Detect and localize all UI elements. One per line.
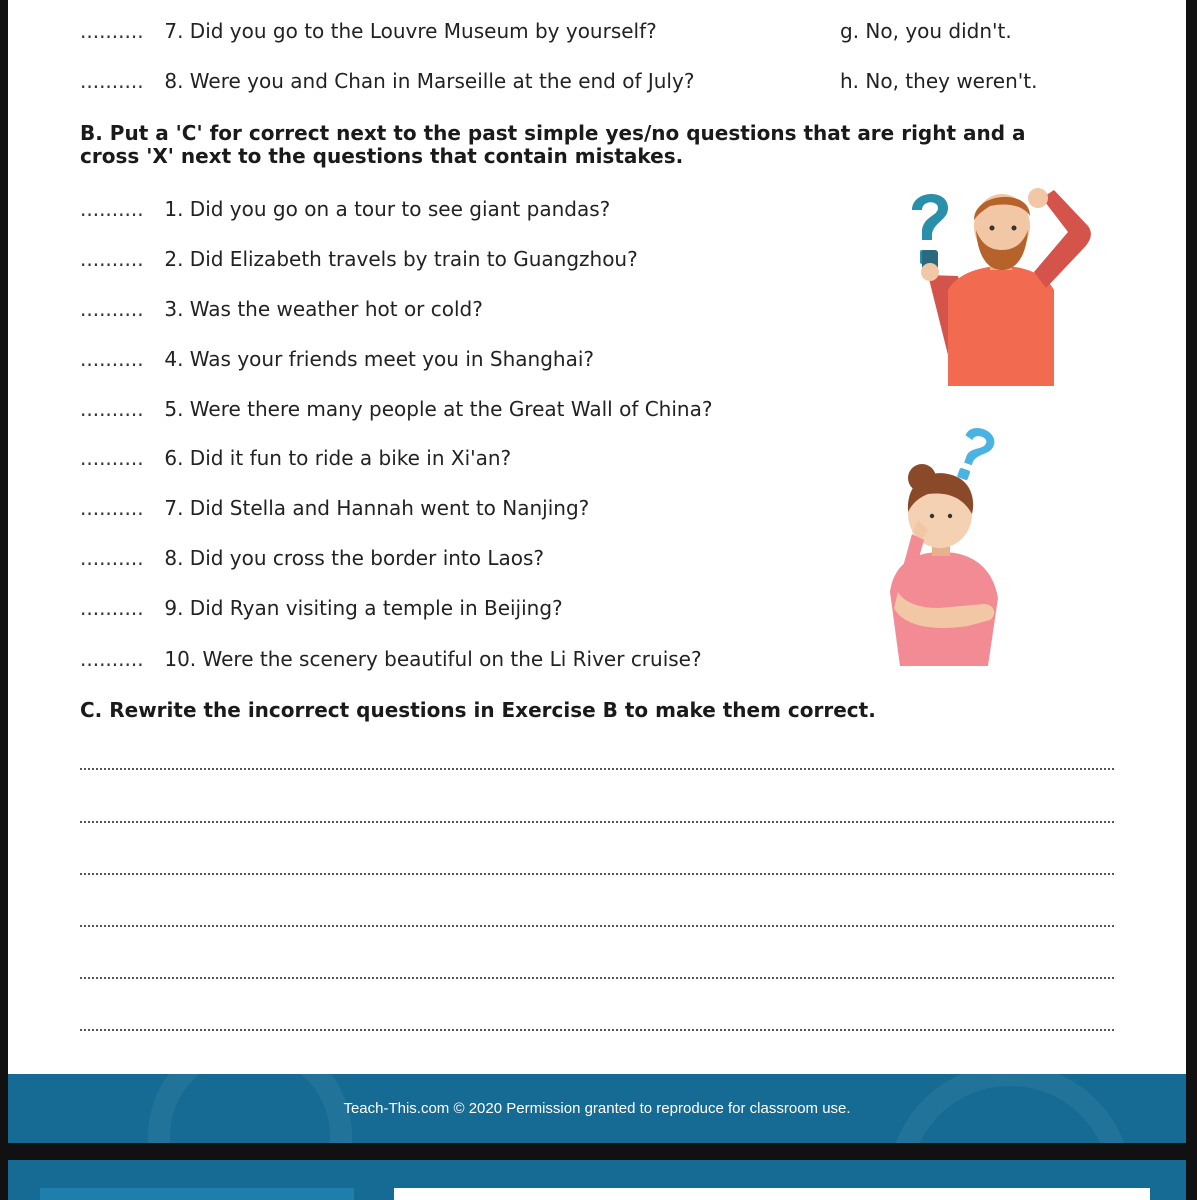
answer-blank[interactable]: .......... — [80, 297, 144, 321]
writing-line-3[interactable] — [80, 873, 1114, 875]
answer-blank[interactable]: .......... — [80, 69, 144, 93]
next-page-preview — [8, 1160, 1186, 1200]
answer-blank[interactable]: .......... — [80, 247, 144, 271]
answer-option-h: h. No, they weren't. — [840, 69, 1038, 93]
question-text: 10. Were the scenery beautiful on the Li River cruise? — [164, 647, 702, 671]
part-a-item-7 — [80, 19, 657, 43]
question-text: 9. Did Ryan visiting a temple in Beijing? — [164, 596, 563, 620]
answer-blank[interactable]: .......... — [80, 446, 144, 470]
woman-thinking-illustration — [868, 422, 1008, 666]
part-b-heading — [80, 121, 1026, 169]
footer-decoration — [148, 1034, 352, 1143]
part-b-item-4 — [80, 347, 594, 371]
part-c-heading: C. Rewrite the incorrect questions in Exercise B to make them correct. — [80, 698, 876, 722]
question-text: 7. Did Stella and Hannah went to Nanjing? — [164, 496, 590, 520]
writing-line-2[interactable] — [80, 821, 1114, 823]
part-b-item-5 — [80, 397, 712, 421]
part-a-item-8 — [80, 69, 694, 93]
question-text: 6. Did it fun to ride a bike in Xi'an? — [164, 446, 512, 470]
question-mark-icon — [951, 424, 998, 485]
part-b-item-7 — [80, 496, 589, 520]
part-b-item-10 — [80, 647, 702, 671]
man-thinking-illustration — [898, 180, 1098, 386]
footer-banner — [8, 1074, 1186, 1143]
next-page-block — [40, 1188, 354, 1200]
question-text: 1. Did you go on a tour to see giant pandas? — [164, 197, 611, 221]
part-b-item-8 — [80, 546, 544, 570]
answer-blank[interactable]: .......... — [80, 496, 144, 520]
question-text: 8. Were you and Chan in Marseille at the end of July? — [164, 69, 695, 93]
copyright-notice: Teach-This.com © 2020 Permission granted to reproduce for classroom use. — [343, 1100, 851, 1117]
answer-blank[interactable]: .......... — [80, 347, 144, 371]
writing-line-1[interactable] — [80, 768, 1114, 770]
writing-line-4[interactable] — [80, 925, 1114, 927]
answer-blank[interactable]: .......... — [80, 197, 144, 221]
writing-line-6[interactable] — [80, 1029, 1114, 1031]
part-b-item-6 — [80, 446, 511, 470]
answer-blank[interactable]: .......... — [80, 19, 144, 43]
answer-blank[interactable]: .......... — [80, 546, 144, 570]
question-text: 2. Did Elizabeth travels by train to Guangzhou? — [164, 247, 638, 271]
answer-blank[interactable]: .......... — [80, 397, 144, 421]
answer-blank[interactable]: .......... — [80, 647, 144, 671]
worksheet-page — [8, 0, 1186, 1143]
question-text: 7. Did you go to the Louvre Museum by yourself? — [164, 19, 657, 43]
part-b-heading-line1: B. Put a 'C' for correct next to the past simple yes/no questions that are right and a — [80, 121, 1026, 145]
answer-option-g: g. No, you didn't. — [840, 19, 1012, 43]
writing-line-5[interactable] — [80, 977, 1114, 979]
answer-blank[interactable]: .......... — [80, 596, 144, 620]
question-text: 3. Was the weather hot or cold? — [164, 297, 483, 321]
next-page-block — [394, 1188, 1150, 1200]
question-text: 5. Were there many people at the Great Wall of China? — [164, 397, 713, 421]
part-b-item-1 — [80, 197, 610, 221]
part-b-item-3 — [80, 297, 483, 321]
question-text: 4. Was your friends meet you in Shanghai? — [164, 347, 595, 371]
question-text: 8. Did you cross the border into Laos? — [164, 546, 545, 570]
part-b-item-2 — [80, 247, 638, 271]
part-b-item-9 — [80, 596, 563, 620]
part-b-heading-line2: cross 'X' next to the questions that contain mistakes. — [80, 144, 684, 168]
